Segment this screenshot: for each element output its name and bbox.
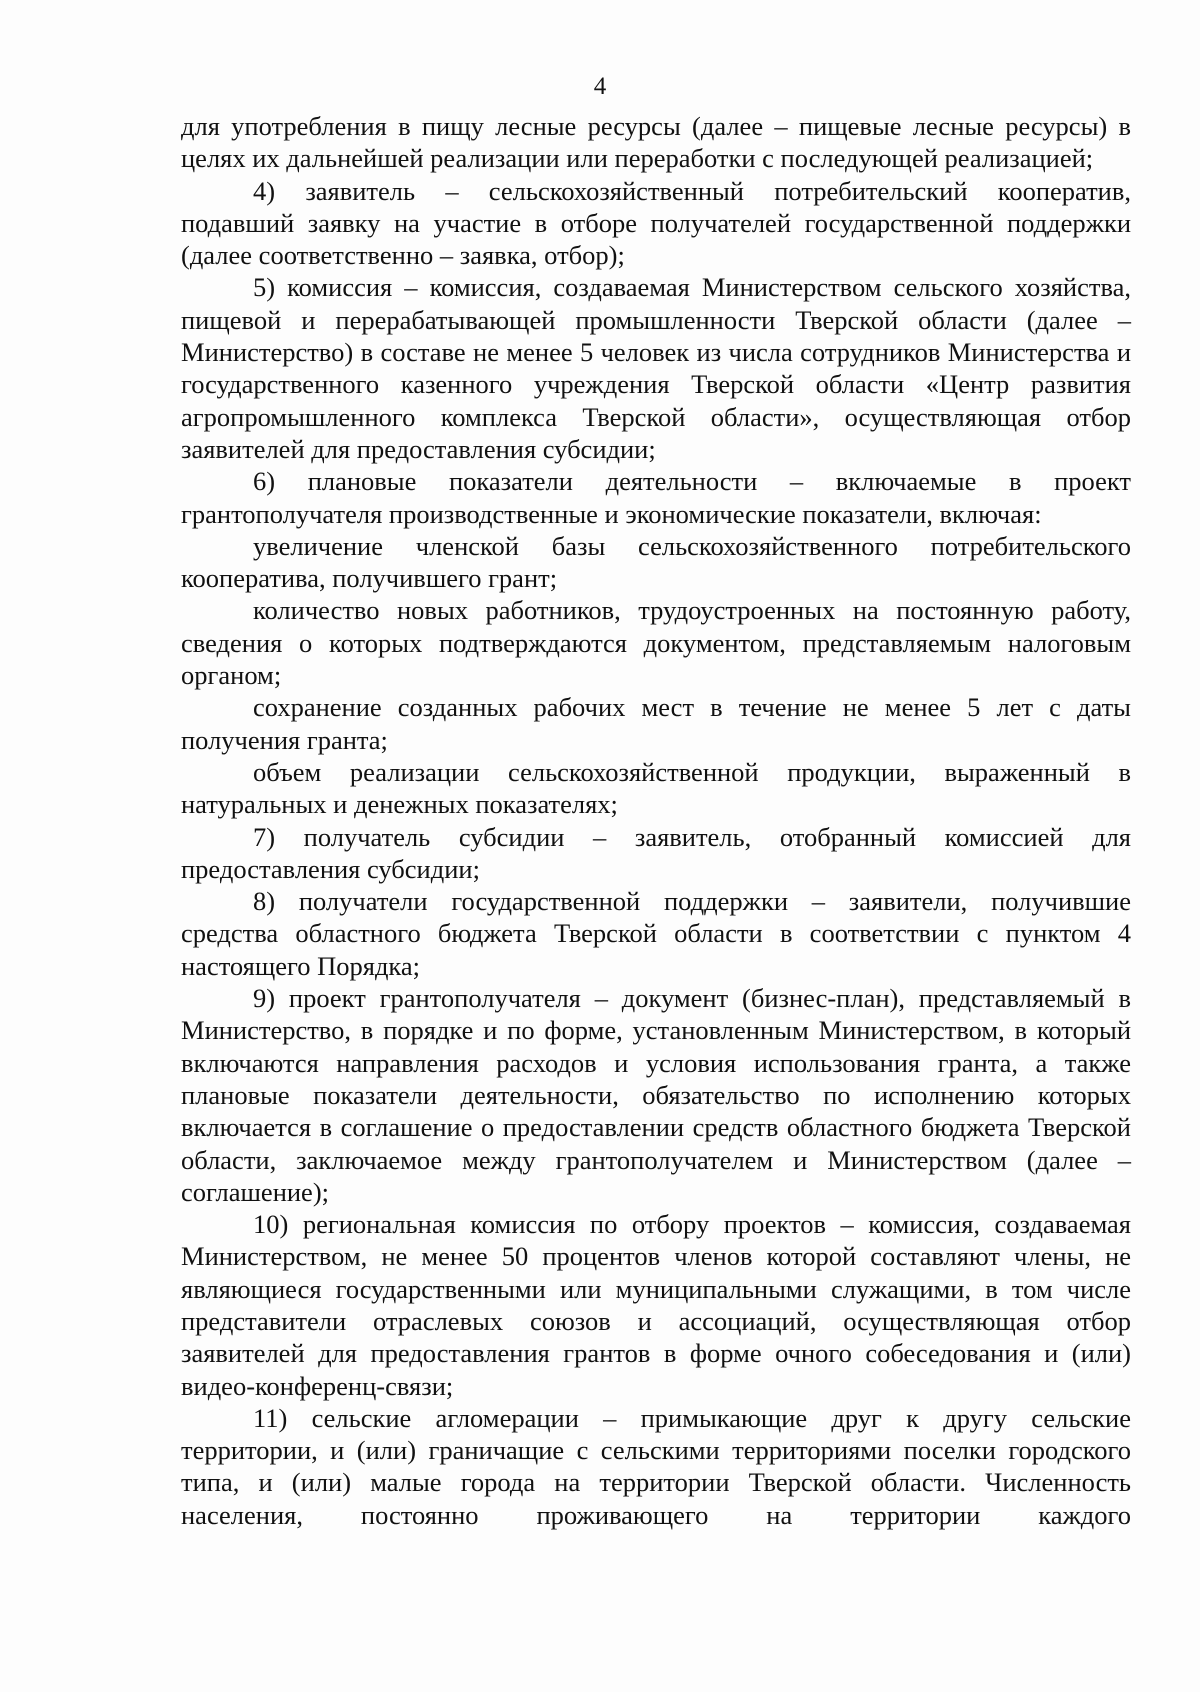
- paragraph-item-10: 10) региональная комиссия по отбору проектов – комиссия, создаваемая Министерством, не менее 50 процентов членов которой составляют члены, не являющиеся государственными или муниципальными служащими, в том числе представители отраслевых союзов и ассоциаций, осуществляющая отбор заявителей для предоставления грантов в форме очного собеседования и (или) видео-конференц-связи;: [181, 1209, 1131, 1401]
- paragraph-item-6: 6) плановые показатели деятельности – включаемые в проект грантополучателя производственные и экономические показатели, включая:: [181, 466, 1131, 529]
- paragraph-item-6-sub-2: количество новых работников, трудоустроенных на постоянную работу, сведения о которых подтверждаются документом, представляемым налоговым органом;: [181, 595, 1131, 691]
- paragraph-item-4: 4) заявитель – сельскохозяйственный потребительский кооператив, подавший заявку на участие в отборе получателей государственной поддержки (далее соответственно – заявка, отбор);: [181, 175, 1131, 271]
- paragraph-item-6-sub-3: сохранение созданных рабочих мест в течение не менее 5 лет с даты получения гранта;: [181, 692, 1131, 755]
- paragraph-item-5: 5) комиссия – комиссия, создаваемая Министерством сельского хозяйства, пищевой и перерабатывающей промышленности Тверской области (далее – Министерство) в составе не менее 5 человек из числа сотрудников Министерства и государственного казенного учреждения Тверской области «Центр развития агропромышленного комплекса Тверской области», осуществляющая отбор заявителей для предоставления субсидии;: [181, 272, 1131, 464]
- paragraph-item-9: 9) проект грантополучателя – документ (бизнес-план), представляемый в Министерство, в порядке и по форме, установленным Министерством, в который включаются направления расходов и условия использования гранта, а также плановые показатели деятельности, обязательство по исполнению которых включается в соглашение о предоставлении средств областного бюджета Тверской области, заключаемое между грантополучателем и Министерством (далее – соглашение);: [181, 983, 1131, 1207]
- paragraph-item-7: 7) получатель субсидии – заявитель, отобранный комиссией для предоставления субсидии;: [181, 821, 1131, 884]
- paragraph-item-11: 11) сельские агломерации – примыкающие друг к другу сельские территории, и (или) граничащие с сельскими территориями поселки городского типа, и (или) малые города на территории Тверской области. Численность населения, постоянно проживающего на территории каждого: [181, 1402, 1131, 1530]
- paragraph-item-8: 8) получатели государственной поддержки – заявители, получившие средства областного бюджета Тверской области в соответствии с пунктом 4 настоящего Порядка;: [181, 886, 1131, 981]
- paragraph-continuation: для употребления в пищу лесные ресурсы (далее – пищевые лесные ресурсы) в целях их дальнейшей реализации или переработки с последующей реализацией;: [181, 111, 1131, 174]
- document-body: [181, 110, 1131, 1531]
- paragraph-item-6-sub-4: объем реализации сельскохозяйственной продукции, выраженный в натуральных и денежных показателях;: [181, 756, 1131, 820]
- page-number: 4: [593, 73, 607, 100]
- paragraph-item-6-sub-1: увеличение членской базы сельскохозяйственного потребительского кооператива, получившего грант;: [181, 530, 1131, 594]
